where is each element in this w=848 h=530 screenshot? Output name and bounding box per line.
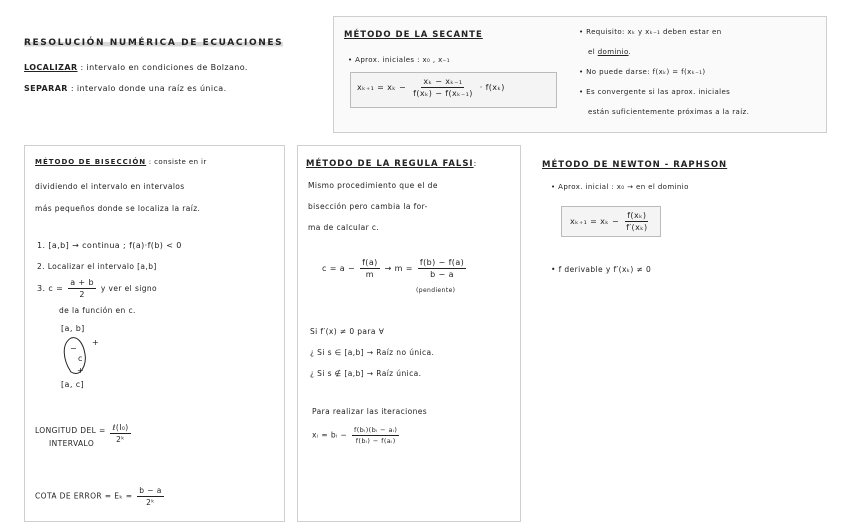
diagram-minus: − xyxy=(70,344,78,353)
secante-formula xyxy=(350,72,557,108)
localizar-text: : intervalo en condiciones de Bolzano. xyxy=(80,63,248,72)
regula-si2: ¿ Si s ∈ [a,b] → Raíz no única. xyxy=(310,348,435,357)
biseccion-step3 xyxy=(37,278,157,299)
secante-formula-tail: · f(xₖ) xyxy=(479,83,505,92)
cota-error-line xyxy=(35,486,166,507)
secante-req1b-post: . xyxy=(628,48,632,56)
diagram-top-label: [a, b] xyxy=(61,324,85,333)
separar-label: SEPARAR xyxy=(24,84,68,93)
regula-m-frac xyxy=(418,258,466,279)
newton-aprox: • Aprox. inicial : x₀ → en el dominio xyxy=(551,183,689,191)
regula-c-num: f(a) xyxy=(362,258,378,267)
regula-iter-frac xyxy=(352,426,399,445)
regula-title-suffix: : xyxy=(473,159,477,168)
newton-title: MÉTODO DE NEWTON - RAPHSON xyxy=(542,160,728,170)
cota-error-frac xyxy=(137,486,163,507)
secante-frac-num: xₖ − xₖ₋₁ xyxy=(423,77,463,86)
newton-frac xyxy=(624,211,649,232)
newton-condition: • f derivable y f′(xₖ) ≠ 0 xyxy=(551,265,652,274)
regula-line3: ma de calcular c. xyxy=(308,223,380,232)
biseccion-title: MÉTODO DE BISECCIÓN xyxy=(35,158,147,166)
secante-req1: • Requisito: xₖ y xₖ₋₁ deben estar en xyxy=(579,28,722,36)
diagram-plus-bottom: + xyxy=(77,366,85,375)
longitud-label2: INTERVALO xyxy=(49,439,95,448)
newton-formula-pre: xₖ₊₁ = xₖ − xyxy=(570,217,620,226)
biseccion-step3-num: a + b xyxy=(70,278,94,287)
secante-req3: • Es convergente si las aprox. iniciales xyxy=(579,88,731,96)
secante-req1b-pre: el xyxy=(588,48,596,56)
localizar-line xyxy=(24,63,248,72)
secante-aprox: • Aprox. iniciales : x₀ , x₋₁ xyxy=(348,56,450,64)
regula-c-frac xyxy=(360,258,380,279)
regula-si3: ¿ Si s ∉ [a,b] → Raíz única. xyxy=(310,369,422,378)
regula-m-num: f(b) − f(a) xyxy=(419,258,465,267)
biseccion-step3-frac xyxy=(68,278,96,299)
diagram-bottom-label: [a, c] xyxy=(61,380,85,389)
biseccion-intro-line1 xyxy=(35,158,207,166)
biseccion-step3-den: 2 xyxy=(79,290,85,299)
regula-line2: bisección pero cambia la for- xyxy=(308,202,428,211)
regula-c-formula xyxy=(322,258,468,279)
regula-iter-pre: xᵢ = bᵢ − xyxy=(312,430,348,440)
longitud-frac xyxy=(110,423,130,444)
longitud-den: 2ᵏ xyxy=(116,434,125,444)
regula-c-den: m xyxy=(365,270,374,279)
secante-panel xyxy=(333,16,827,133)
secante-title: MÉTODO DE LA SECANTE xyxy=(344,30,483,40)
regula-pendiente: (pendiente) xyxy=(416,287,456,294)
biseccion-step1: 1. [a,b] → continua ; f(a)·f(b) < 0 xyxy=(37,241,182,250)
regula-si1: Si f′(x) ≠ 0 para ∀ xyxy=(310,327,385,336)
regula-iter-den: f(bᵢ) − f(aᵢ) xyxy=(355,437,396,445)
biseccion-step2: 2. Localizar el intervalo [a,b] xyxy=(37,262,157,271)
biseccion-panel xyxy=(24,145,285,522)
secante-fraction xyxy=(411,77,475,98)
biseccion-intro2: dividiendo el intervalo en intervalos xyxy=(35,182,185,191)
secante-formula-lhs: xₖ₊₁ = xₖ − xyxy=(357,83,407,92)
cota-error-den: 2ᵏ xyxy=(146,498,155,507)
secante-req3b: están suficientemente próximas a la raíz. xyxy=(588,108,750,116)
regula-title-line xyxy=(306,159,477,169)
biseccion-intro1: : consiste en ir xyxy=(148,158,207,166)
regula-c-pre: c = a − xyxy=(322,264,356,273)
regula-iter-num: f(bᵢ)(bᵢ − aᵢ) xyxy=(354,426,398,434)
regula-m-den: b − a xyxy=(430,270,454,279)
regula-title: MÉTODO DE LA REGULA FALSI xyxy=(306,159,474,169)
localizar-label: LOCALIZAR xyxy=(24,63,78,72)
biseccion-step3b: de la función en c. xyxy=(59,306,136,315)
diagram-c: c xyxy=(78,354,83,363)
secante-frac-den: f(xₖ) − f(xₖ₋₁) xyxy=(413,89,473,98)
longitud-line xyxy=(35,422,133,448)
secante-req2: • No puede darse: f(xₖ) = f(xₖ₋₁) xyxy=(579,68,706,76)
regula-iter-intro: Para realizar las iteraciones xyxy=(312,407,428,416)
cota-error-num: b − a xyxy=(139,486,162,495)
cota-error-label: COTA DE ERROR = Eₖ = xyxy=(35,491,133,501)
biseccion-intro3: más pequeños donde se localiza la raíz. xyxy=(35,204,201,213)
longitud-label1: LONGITUD DEL = xyxy=(35,426,106,435)
newton-frac-den: f′(xₖ) xyxy=(626,223,648,232)
secante-req1b xyxy=(588,48,631,56)
newton-frac-num: f(xₖ) xyxy=(627,211,647,220)
secante-req1b-dominio: dominio xyxy=(597,48,629,56)
regula-m-pre: → m = xyxy=(384,264,413,273)
separar-text: : intervalo donde una raíz es única. xyxy=(70,84,227,93)
regula-line1: Mismo procedimiento que el de xyxy=(308,181,438,190)
regula-iter-formula xyxy=(312,426,401,445)
separar-line xyxy=(24,84,227,93)
page-title: RESOLUCIÓN NUMÉRICA DE ECUACIONES xyxy=(24,38,284,48)
longitud-num: ℓ(I₀) xyxy=(112,422,129,432)
regula-falsi-panel xyxy=(297,145,521,522)
biseccion-step3-pre: 3. c = xyxy=(37,284,64,293)
diagram-plus-top: + xyxy=(92,338,100,347)
biseccion-step3-post: y ver el signo xyxy=(100,284,158,293)
newton-formula xyxy=(561,206,661,237)
